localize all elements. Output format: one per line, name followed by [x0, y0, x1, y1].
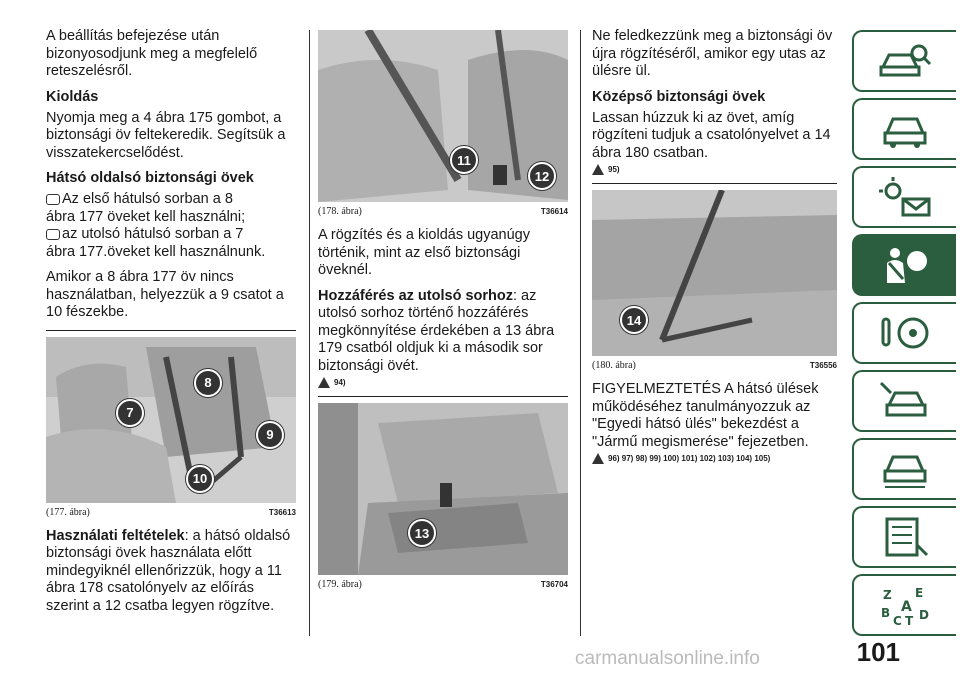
tab-car-tools[interactable] — [852, 370, 956, 432]
tab-specs-list[interactable] — [852, 506, 956, 568]
hatso-heading: Hátsó oldalsó biztonsági övek — [46, 170, 254, 186]
tab-car[interactable] — [852, 98, 956, 160]
badge-11: 11 — [450, 146, 478, 174]
warning-triangle-icon — [592, 453, 604, 464]
figure-178-caption: (178. ábra) T36614 — [318, 206, 568, 217]
column-divider — [309, 30, 310, 636]
svg-text:A: A — [901, 599, 912, 615]
figure-178 — [318, 30, 568, 202]
svg-text:Z: Z — [883, 588, 892, 602]
badge-10: 10 — [186, 465, 214, 493]
figure-divider — [46, 330, 296, 331]
line-4: ábra 177.öveket kell használnunk. — [46, 243, 266, 260]
kozepso-heading: Középső biztonsági övek — [592, 88, 766, 105]
dashboard-warning-icon — [877, 175, 933, 219]
kioldas-text: Nyomja meg a 4 ábra 175 gombot, a biztonsági öv feltekeredik. Segítsük a visszatekercselődést. — [46, 109, 286, 161]
svg-text:D: D — [919, 608, 929, 622]
figure-179-image — [318, 403, 568, 575]
tab-key-steering[interactable] — [852, 302, 956, 364]
kozepso-text: Lassan húzzuk ki az övet, amíg rögzíteni tudjuk a csatolónyelvet a 14 ábra 180 csatban. — [592, 109, 831, 161]
specs-list-icon — [877, 515, 933, 559]
hozzaferes-text: Hozzáférés az utolsó sorhoz: az utolsó sorhoz történő hozzáférés megkönnyítése érdekében a 13 ábra 179 csatból oldjuk ki a második sor biztonsági övét. — [318, 287, 555, 374]
column-divider — [580, 30, 581, 636]
car-service-icon — [877, 447, 933, 491]
tab-seatbelt-airbag[interactable] — [852, 234, 956, 296]
figure-179-caption: (179. ábra) T36704 — [318, 579, 568, 590]
key-steering-icon — [877, 311, 933, 355]
figure-divider — [592, 183, 837, 184]
svg-text:B: B — [881, 606, 891, 620]
seatbelt-airbag-icon — [877, 243, 933, 287]
tab-alphabet-index[interactable] — [852, 574, 956, 636]
figyelmeztetes-text: FIGYELMEZTETÉS A hátsó ülések működéséhez tanulmányozzuk az "Egyedi hátsó ülés" bekezdést a "Jármű megismerése" fejezetben. — [592, 381, 819, 450]
badge-13: 13 — [408, 519, 436, 547]
svg-text:E: E — [915, 586, 924, 600]
car-icon — [877, 107, 933, 151]
figure-177 — [46, 337, 296, 503]
hasznalati-text: Használati feltételek: a hátsó oldalsó biztonsági övek használata előtt mindegyiknél ellenőrizzük, hogy a 11 ábra 178 csatolónyelv az előírás szerint a 12 csatba legyen rögzítve. — [46, 527, 291, 614]
figure-177-image — [46, 337, 296, 503]
figure-180-caption: (180. ábra) T36556 — [592, 360, 837, 371]
warning-triangle-icon — [318, 377, 330, 388]
car-search-icon — [877, 39, 933, 83]
warning-ref-95: 95) — [592, 164, 837, 175]
svg-text:C: C — [893, 614, 902, 627]
figure-177-caption: (177. ábra) T36613 — [46, 506, 296, 518]
column-3 — [592, 28, 837, 472]
chapter-sidebar — [852, 30, 960, 642]
badge-9: 9 — [256, 421, 284, 449]
line-2: ábra 177 öveket kell használni; — [46, 208, 246, 225]
warning-ref-94: 94) — [318, 377, 568, 388]
badge-7: 7 — [116, 399, 144, 427]
figure-179 — [318, 403, 568, 575]
warning-triangle-icon — [592, 164, 604, 175]
tab-dashboard-warning[interactable] — [852, 166, 956, 228]
alphabet-index-icon — [877, 583, 933, 627]
column-1 — [46, 28, 296, 623]
line-1: Az első hátulsó sorban a 8 — [46, 191, 296, 209]
badge-8: 8 — [194, 369, 222, 397]
badge-12: 12 — [528, 162, 556, 190]
page-number: 101 — [856, 637, 900, 667]
watermark: carmanualsonline.info — [575, 648, 760, 669]
kioldas-heading: Kioldás — [46, 88, 99, 105]
warning-ref-list: 96) 97) 98) 99) 100) 101) 102) 103) 104) 105) — [592, 453, 837, 464]
figure-divider — [318, 396, 568, 397]
column-2 — [318, 30, 568, 600]
figure-180 — [592, 190, 837, 356]
seat-icon — [46, 194, 60, 205]
seat-icon — [46, 229, 60, 240]
line-3: az utolsó hátulsó sorban a 7 — [46, 226, 296, 244]
svg-text:T: T — [905, 614, 914, 627]
ne-text: Ne feledkezzünk meg a biztonsági öv újra rögzítéséről, amikor egy utas az ülésre ül. — [592, 28, 833, 79]
intro-text: A beállítás befejezése után bizonyosodjunk meg a megfelelő reteszelésről. — [46, 28, 258, 79]
tab-car-service[interactable] — [852, 438, 956, 500]
amikor-text: Amikor a 8 ábra 177 öv nincs használatban, helyezzük a 9 csatot a 10 fészekbe. — [46, 269, 284, 320]
rogzites-text: A rögzítés és a kioldás ugyanúgy történik, mint az első biztonsági öveknél. — [318, 227, 530, 278]
badge-14: 14 — [620, 306, 648, 334]
car-tools-icon — [877, 379, 933, 423]
tab-car-search[interactable] — [852, 30, 956, 92]
